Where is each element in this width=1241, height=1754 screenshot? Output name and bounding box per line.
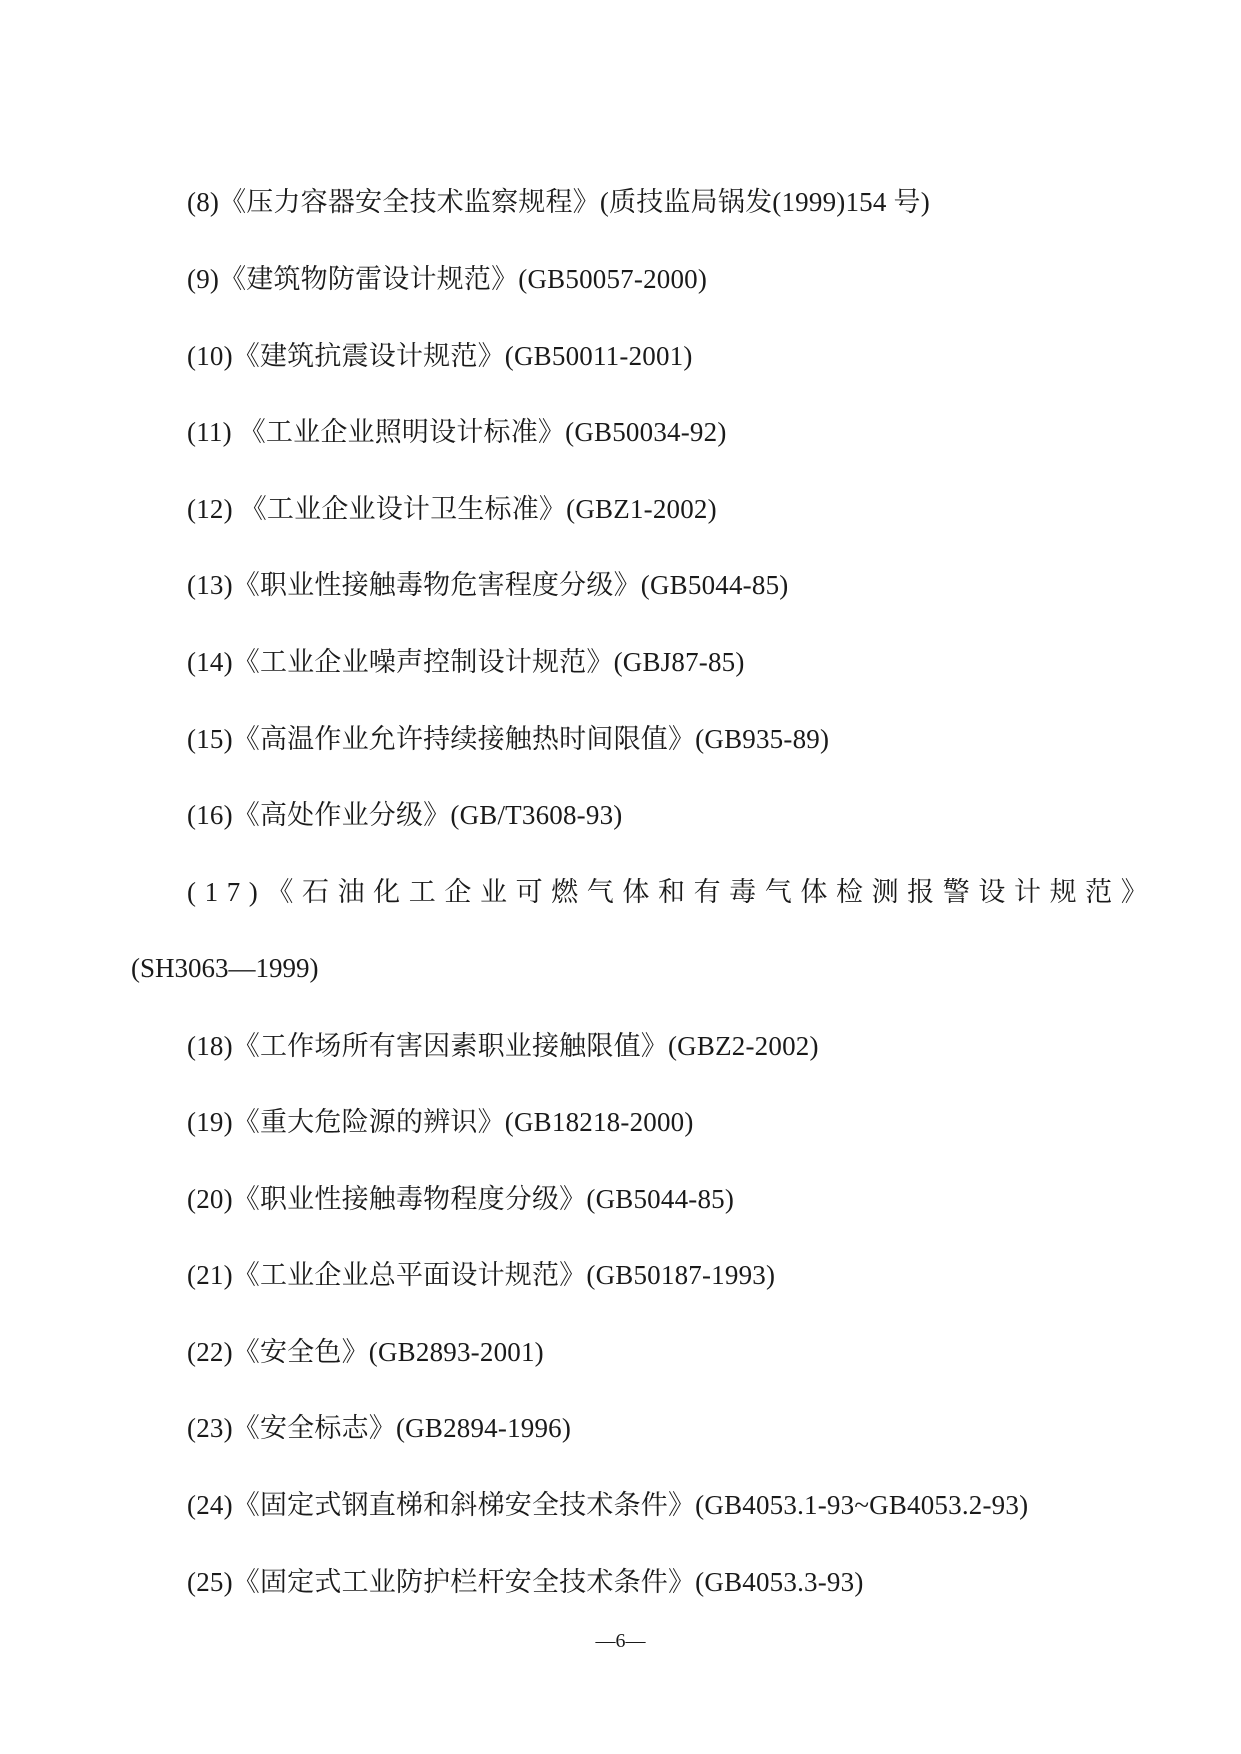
reference-item: (11) 《工业企业照明设计标准》(GB50034-92) (187, 417, 727, 447)
reference-item: (15)《高温作业允许持续接触热时间限值》(GB935-89) (187, 724, 830, 754)
reference-item-continuation: (SH3063—1999) (131, 953, 319, 983)
reference-item: (25)《固定式工业防护栏杆安全技术条件》(GB4053.3-93) (187, 1567, 864, 1597)
reference-item: (10)《建筑抗震设计规范》(GB50011-2001) (187, 341, 693, 371)
reference-item: (13)《职业性接触毒物危害程度分级》(GB5044-85) (187, 570, 789, 600)
reference-item: (19)《重大危险源的辨识》(GB18218-2000) (187, 1107, 694, 1137)
reference-item: (24)《固定式钢直梯和斜梯安全技术条件》(GB4053.1-93~GB4053.2-93) (187, 1490, 1029, 1520)
reference-item: (12) 《工业企业设计卫生标准》(GBZ1-2002) (187, 494, 717, 524)
page-number: —6— (595, 1630, 646, 1652)
reference-item: (9)《建筑物防雷设计规范》(GB50057-2000) (187, 264, 708, 294)
reference-item: (16)《高处作业分级》(GB/T3608-93) (187, 800, 623, 830)
reference-item: (18)《工作场所有害因素职业接触限值》(GBZ2-2002) (187, 1031, 819, 1061)
reference-item: (22)《安全色》(GB2893-2001) (187, 1337, 544, 1367)
reference-item: (20)《职业性接触毒物程度分级》(GB5044-85) (187, 1184, 735, 1214)
reference-item: (8)《压力容器安全技术监察规程》(质技监局锅发(1999)154 号) (187, 187, 930, 217)
reference-item: (21)《工业企业总平面设计规范》(GB50187-1993) (187, 1260, 776, 1290)
reference-item: (23)《安全标志》(GB2894-1996) (187, 1413, 572, 1443)
reference-item: (17)《石油化工企业可燃气体和有毒气体检测报警设计规范》 (187, 877, 1157, 907)
reference-item: (14)《工业企业噪声控制设计规范》(GBJ87-85) (187, 647, 745, 677)
